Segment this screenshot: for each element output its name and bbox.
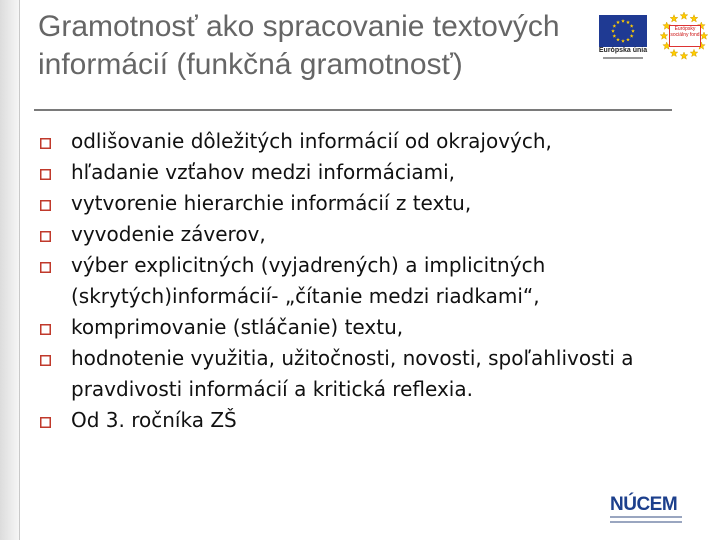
esf-star	[680, 52, 688, 59]
eu-star	[630, 24, 634, 28]
eu-star	[616, 20, 620, 24]
eu-star	[616, 38, 620, 42]
bullet-item	[40, 312, 680, 343]
esf-star	[680, 12, 688, 19]
bullet-square-icon	[40, 231, 51, 242]
bullet-square-icon	[40, 262, 51, 273]
eu-star	[631, 29, 635, 33]
nucem-logo-subtext	[610, 516, 682, 526]
bullet-text: výber explicitných (vyjadrených) a implicitných (skrytých)informácií- „čítanie medzi riadkami“,	[71, 253, 546, 308]
bullet-square-icon	[40, 324, 51, 335]
bullet-text: komprimovanie (stláčanie) textu,	[71, 315, 404, 339]
esf-star	[690, 49, 698, 56]
title-divider	[34, 109, 672, 111]
bullet-square-icon	[40, 355, 51, 366]
eu-star	[626, 38, 630, 42]
esf-logo-text: Európsky sociálny fond	[669, 25, 701, 47]
bullet-square-icon	[40, 200, 51, 211]
eu-star	[621, 39, 625, 43]
bullet-item	[40, 126, 680, 157]
esf-star	[700, 32, 708, 39]
eu-star	[611, 29, 615, 33]
nucem-logo	[610, 494, 690, 534]
bullet-text: Od 3. ročníka ZŠ	[71, 408, 237, 432]
bullet-text: vytvorenie hierarchie informácií z textu,	[71, 191, 472, 215]
esf-logo	[660, 12, 708, 68]
bullet-text: hodnotenie využitia, užitočnosti, novosti, spoľahlivosti a pravdivosti informácií a kritická reflexia.	[71, 346, 634, 401]
eu-star	[612, 34, 616, 38]
esf-star	[670, 15, 678, 22]
eu-star	[630, 34, 634, 38]
eu-star	[626, 20, 630, 24]
bullet-square-icon	[40, 169, 51, 180]
eu-logo	[597, 15, 649, 61]
bullet-item	[40, 188, 680, 219]
bullet-text: vyvodenie záverov,	[71, 222, 266, 246]
slide-title: Gramotnosť ako spracovanie textových informácií (funkčná gramotnosť)	[38, 10, 560, 81]
eu-logo-subline	[603, 57, 643, 59]
eu-star	[621, 19, 625, 23]
eu-logo-caption: Európska únia	[598, 47, 648, 54]
bullet-item	[40, 250, 680, 312]
bullet-square-icon	[40, 138, 51, 149]
bullet-text: hľadanie vzťahov medzi informáciami,	[71, 160, 456, 184]
esf-star	[690, 15, 698, 22]
nucem-logo-text: NÚCEM	[610, 494, 678, 515]
bullet-item	[40, 219, 680, 250]
eu-star	[612, 24, 616, 28]
bullet-item	[40, 405, 680, 436]
bullet-item	[40, 343, 680, 405]
bullet-text: odlišovanie dôležitých informácií od okrajových,	[71, 129, 552, 153]
esf-star	[670, 49, 678, 56]
esf-star	[660, 32, 668, 39]
bullet-item	[40, 157, 680, 188]
eu-flag-icon	[599, 15, 647, 47]
bullet-square-icon	[40, 417, 51, 428]
bullet-list	[40, 126, 680, 436]
left-decorative-stripe	[0, 0, 20, 540]
